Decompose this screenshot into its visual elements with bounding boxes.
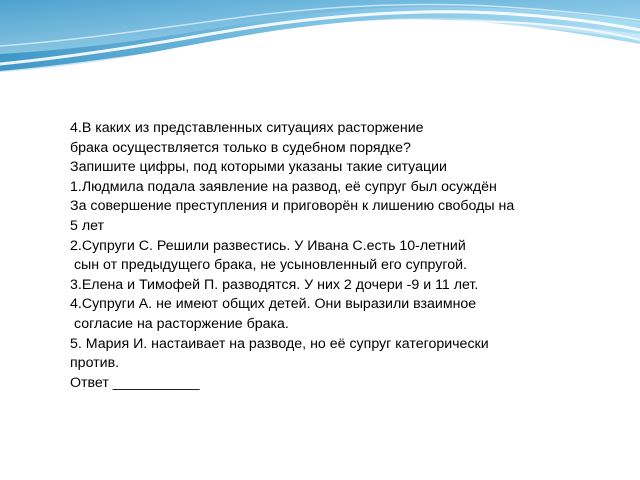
- option-5-line-1: 5. Мария И. настаивает на разводе, но её супруг категорически: [70, 335, 489, 352]
- instruction-line: Запишите цифры, под которыми указаны такие ситуации: [70, 159, 447, 176]
- option-4-line-1: 4.Супруги А. не имеют общих детей. Они выразили взаимное: [70, 296, 477, 313]
- option-1-line-1: 1.Людмила подала заявление на развод, её супруг был осуждён: [70, 178, 497, 195]
- option-5-line-2: против.: [70, 355, 120, 372]
- question-line-1: 4.В каких из представленных ситуациях расторжение: [70, 120, 424, 136]
- answer-line: Ответ ___________: [70, 374, 200, 391]
- option-2-line-1: 2.Супруги С. Решили развестись. У Ивана С.есть 10-летний: [70, 237, 466, 254]
- decorative-wave-banner: [0, 0, 640, 80]
- option-1-line-3: 5 лет: [70, 217, 105, 234]
- option-4-line-2: согласие на расторжение брака.: [70, 315, 289, 332]
- option-3-line: 3.Елена и Тимофей П. разводятся. У них 2 дочери -9 и 11 лет.: [70, 276, 479, 293]
- question-text-block: [70, 119, 590, 393]
- question-line-2: брака осуществляется только в судебном порядке?: [70, 139, 411, 156]
- option-2-line-2: сын от предыдущего брака, не усыновленный его супругой.: [70, 257, 467, 274]
- option-1-line-2: За совершение преступления и приговорён к лишению свободы на: [70, 198, 515, 215]
